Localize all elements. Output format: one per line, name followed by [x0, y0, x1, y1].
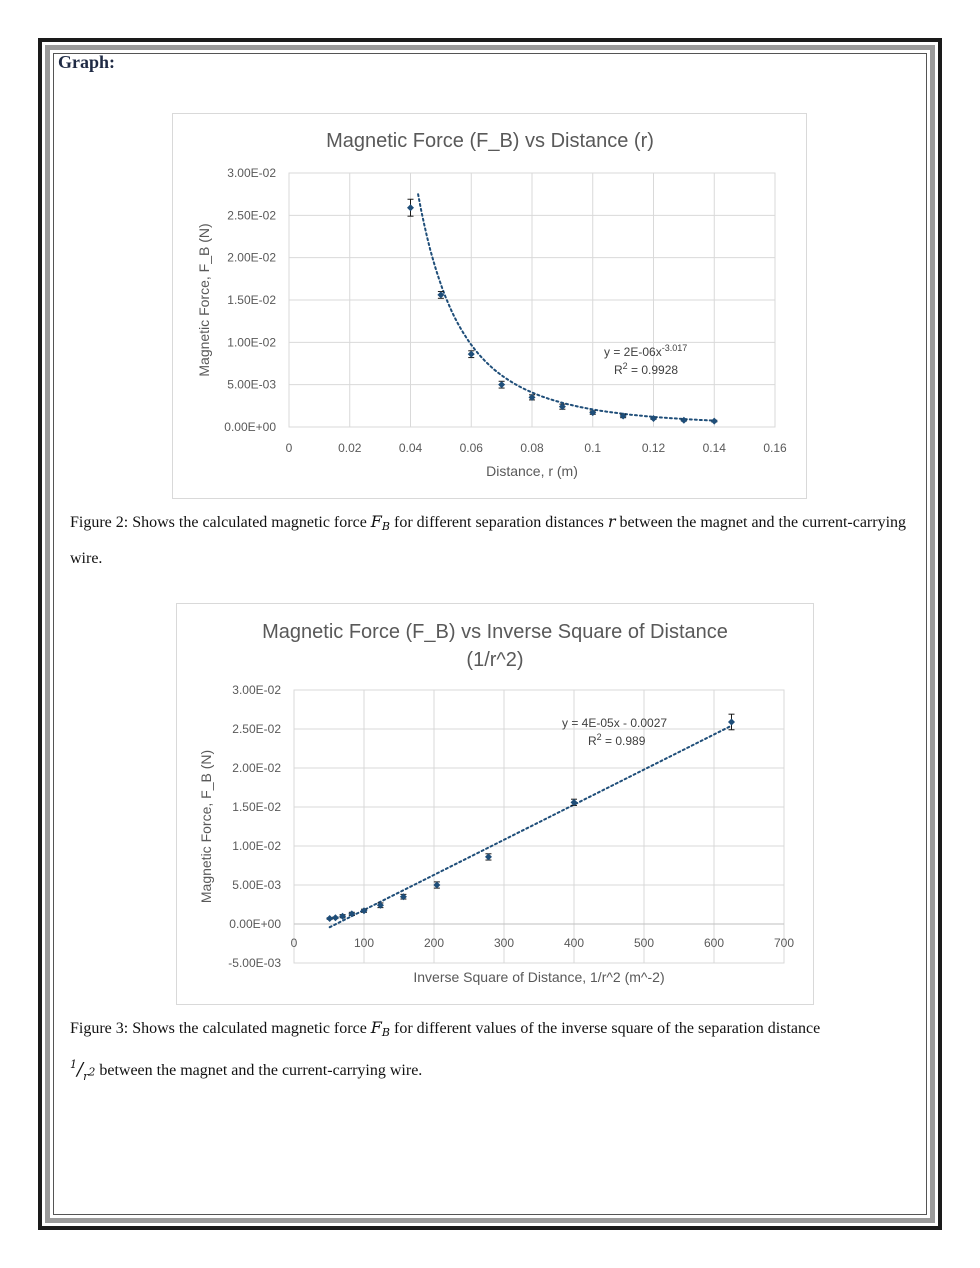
chart1-x-tick-label: 0.02 — [338, 441, 362, 455]
chart2-x-tick-label: 200 — [423, 936, 445, 950]
chart1-x-tick-label: 0.08 — [520, 441, 544, 455]
chart1-x-tick-label: 0.1 — [584, 441, 602, 455]
chart1-x-tick-label: 0.12 — [641, 441, 666, 455]
chart2-data-point — [332, 914, 339, 921]
chart2-r-squared: $R^2 = 0.989$ — [588, 732, 646, 748]
section-heading: Graph: — [58, 52, 116, 72]
chart1-data-point — [498, 381, 505, 388]
chart2-x-tick-label: 400 — [563, 936, 585, 950]
caption-2-text-post: between the magnet and the current-carrying wire. — [70, 514, 907, 567]
chart1-data-point — [407, 204, 414, 211]
caption-figure-3 — [70, 1012, 910, 1093]
chart2-x-tick-label: 0 — [290, 936, 298, 950]
chart1-y-tick-label: 2.50E-02 — [227, 208, 276, 223]
chart1-y-axis-label: Magnetic Force, F_B (N) — [196, 223, 212, 377]
fraction-exponent: 2 — [88, 1064, 96, 1078]
chart2-x-tick-label: 600 — [703, 936, 725, 950]
chart2-data-point — [728, 718, 735, 725]
caption-2-text-mid: for different separation distances — [390, 514, 608, 531]
chart2-x-tick-label: 300 — [493, 936, 515, 950]
chart1-y-tick-label: 5.00E-03 — [227, 377, 276, 392]
caption-2-symbol: F — [370, 512, 382, 531]
chart1-x-tick-label: 0.04 — [398, 441, 423, 455]
chart1-x-tick-label: 0 — [285, 441, 293, 455]
chart2-y-axis-label: Magnetic Force, F_B (N) — [198, 749, 214, 904]
chart2-x-tick-label: 100 — [353, 936, 375, 950]
chart2-x-tick-label: 700 — [773, 936, 795, 950]
caption-3-text-post: for different values of the inverse square of the separation distance — [390, 1020, 821, 1037]
chart2-title: Magnetic Force (F_B) vs Inverse Square of Distance — [262, 621, 728, 643]
caption-3-text-tail: between the magnet and the current-carrying wire. — [95, 1062, 423, 1079]
fraction-numerator: 1 — [70, 1058, 77, 1071]
fraction-denominator: r — [83, 1069, 89, 1083]
chart2-data-point — [571, 799, 578, 806]
caption-2-variable: r — [607, 512, 616, 531]
chart2-data-point — [348, 910, 355, 917]
chart1-x-tick-label: 0.14 — [702, 441, 726, 455]
chart2-plot-area — [294, 690, 784, 963]
chart2-x-axis-label: Inverse Square of Distance, 1/r^2 (m^-2) — [413, 969, 665, 985]
chart2-data-point — [326, 915, 333, 922]
chart2-trendline — [330, 726, 732, 928]
chart2-trend-equation: y = 4E-05x - 0.0027 — [562, 716, 668, 730]
chart2-x-tick-label: 500 — [633, 936, 655, 950]
chart1-y-tick-label: 3.00E-02 — [227, 166, 276, 180]
chart-figure-3 — [176, 603, 814, 1005]
chart2-r-squared-exponent: 2 — [596, 732, 602, 742]
chart1-title: Magnetic Force (F_B) vs Distance (r) — [326, 130, 654, 152]
chart1-data-point — [468, 351, 475, 358]
caption-figure-2 — [70, 506, 910, 575]
caption-2-text-pre: Figure 2: Shows the calculated magnetic force — [70, 514, 371, 531]
chart1-r-squared: $R^2 = 0.9928$ — [614, 361, 679, 377]
chart2-y-tick-label: 5.00E-03 — [232, 878, 281, 892]
chart1-y-tick-label: 1.00E-02 — [227, 335, 276, 350]
chart2-y-tick-label: 0.00E+00 — [229, 917, 281, 931]
chart1-x-tick-label: 0.06 — [459, 441, 483, 455]
chart2-r-squared-value: = 0.989 — [601, 734, 646, 748]
chart2-y-tick-label: 1.50E-02 — [232, 800, 281, 814]
chart2-title-line2: (1/r^2) — [466, 649, 524, 671]
chart2-y-tick-label: 2.00E-02 — [232, 761, 281, 775]
chart1-data-point — [680, 417, 687, 424]
chart2-data-point — [485, 853, 492, 860]
chart1-x-axis-label: Distance, r (m) — [486, 463, 578, 479]
chart-1-svg — [173, 114, 806, 498]
chart1-y-tick-label: 0.00E+00 — [224, 420, 276, 434]
chart-figure-2 — [172, 113, 807, 499]
chart1-trendline — [418, 194, 713, 420]
chart1-y-tick-label: 1.50E-02 — [227, 293, 276, 307]
caption-3-symbol-sub: B — [381, 1026, 390, 1039]
caption-3-text-pre: Figure 3: Shows the calculated magnetic force — [70, 1020, 371, 1037]
chart2-y-tick-label: 1.00E-02 — [232, 839, 281, 853]
caption-2-symbol-sub: B — [381, 520, 390, 533]
chart2-y-tick-label: 3.00E-02 — [232, 683, 281, 697]
chart1-trend-equation: $y = 2E-06x^{-3.017}$ — [604, 343, 688, 359]
chart1-data-point — [711, 418, 718, 425]
chart1-trend-equation-exponent: -3.017 — [661, 343, 688, 353]
caption-3-symbol: F — [370, 1018, 382, 1037]
chart1-r-squared-exponent: 2 — [622, 361, 628, 371]
chart1-y-tick-label: 2.00E-02 — [227, 250, 276, 265]
chart-2-svg — [177, 604, 813, 1004]
chart2-y-tick-label: -5.00E-03 — [228, 956, 281, 970]
chart2-y-tick-label: 2.50E-02 — [232, 722, 281, 736]
inverse-square-fraction: $^1/_{r^2}$ — [70, 1058, 96, 1083]
chart1-x-tick-label: 0.16 — [763, 441, 787, 455]
chart1-r-squared-value: = 0.9928 — [627, 363, 679, 377]
